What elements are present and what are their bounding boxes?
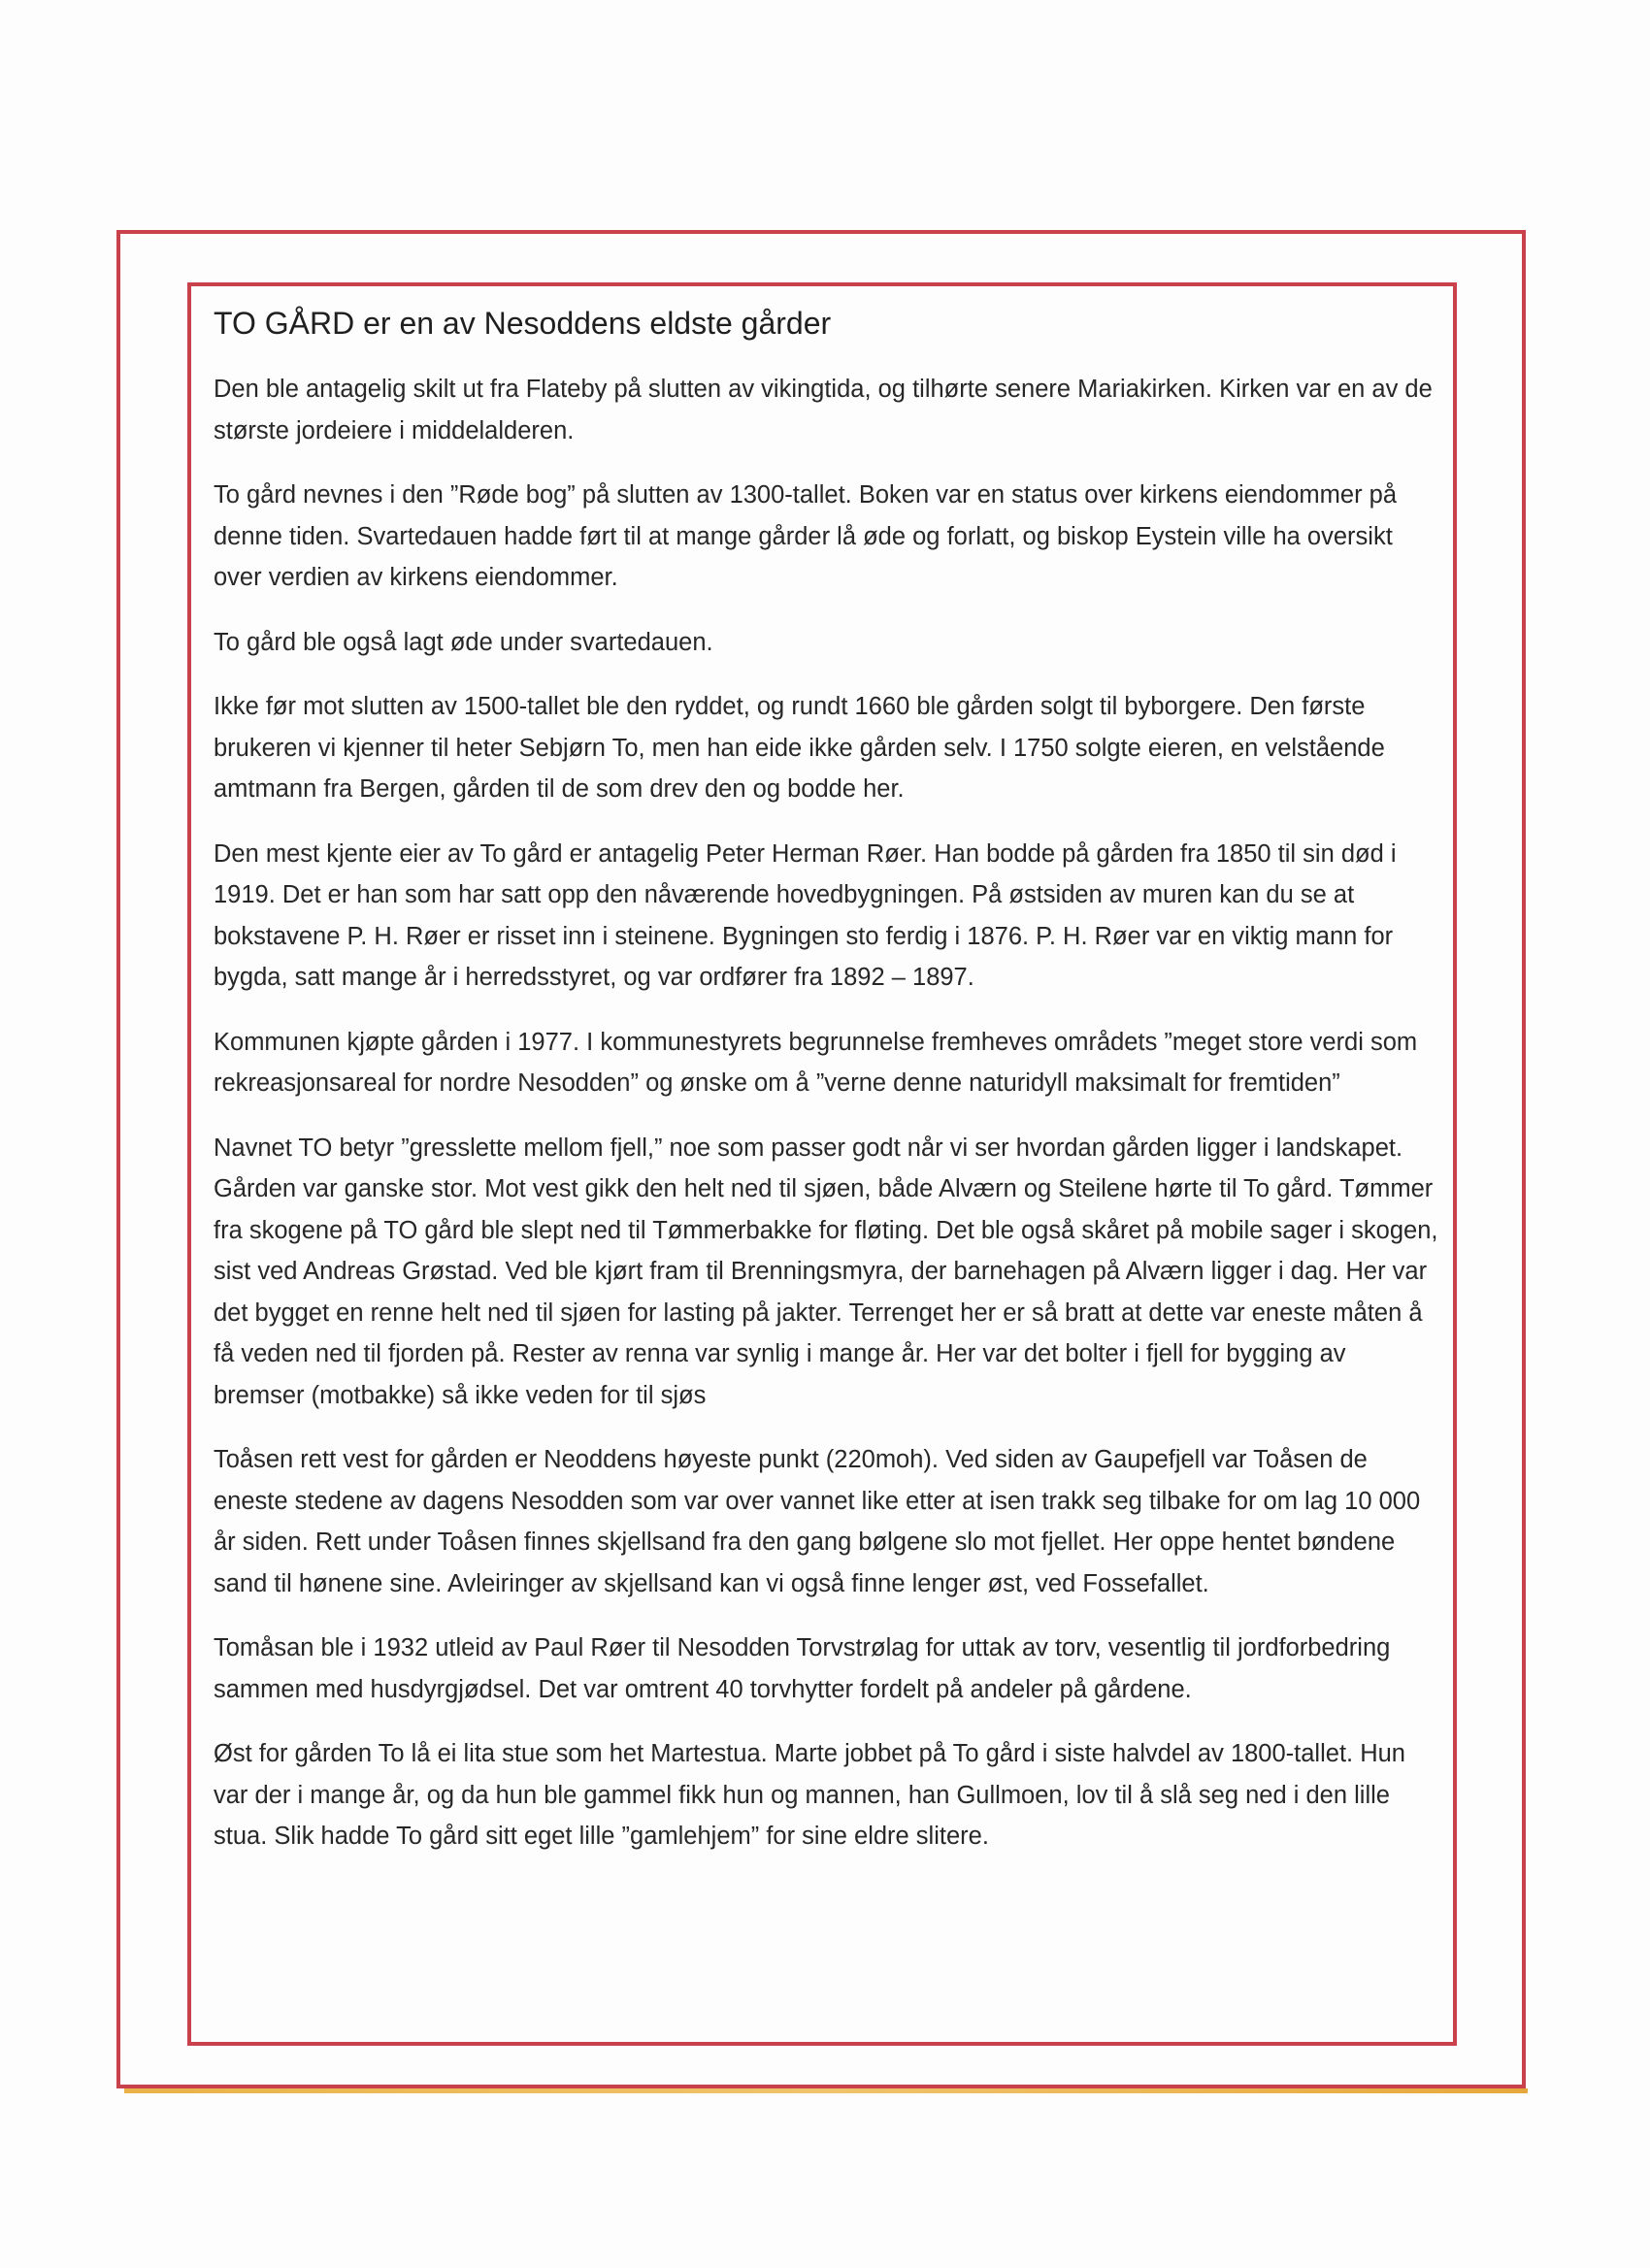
outer-border-bottom-accent xyxy=(124,2088,1528,2093)
paragraph: Navnet TO betyr ”gresslette mellom fjell,” noe som passer godt når vi ser hvordan gården ligger i landskapet. Gården var ganske stor. Mot vest gikk den helt ned til sjøen, både Alværn og Steilene hørte til To gård. Tømmer fra skogene på TO gård ble slept ned til Tømmerbakke for fløting. Det ble også skåret på mobile sager i skogen, sist ved Andreas Grøstad. Ved ble kjørt fram til Brenningsmyra, der barnehagen på Alværn ligger i dag. Her var det bygget en renne helt ned til sjøen for lasting på jakter. Terrenget her er så bratt at dette var eneste måten å få veden ned til fjorden på. Rester av renna var synlig i mange år. Her var det bolter i fjell for bygging av bremser (motbakke) så ikke veden for til sjøs xyxy=(214,1134,1438,1409)
paragraph: Ikke før mot slutten av 1500-tallet ble den ryddet, og rundt 1660 ble gården solgt til byborgere. Den første brukeren vi kjenner til heter Sebjørn To, men han eide ikke gården selv. I 1750 solgte eieren, en velstående amtmann fra Bergen, gården til de som drev den og bodde her. xyxy=(214,693,1385,803)
paragraph: Den ble antagelig skilt ut fra Flateby på slutten av vikingtida, og tilhørte senere Mariakirken. Kirken var en av de største jordeiere i middelalderen. xyxy=(214,376,1433,444)
paragraph: Øst for gården To lå ei lita stue som het Martestua. Marte jobbet på To gård i siste halvdel av 1800-tallet. Hun var der i mange år, og da hun ble gammel fikk hun og mannen, han Gullmoen, lov til å slå seg ned i den lille stua. Slik hadde To gård sitt eget lille ”gamlehjem” for sine eldre slitere. xyxy=(214,1740,1405,1850)
paragraph: Kommunen kjøpte gården i 1977. I kommunestyrets begrunnelse fremheves områdets ”meget store verdi som rekreasjonsareal for nordre Nesodden” og ønske om å ”verne denne naturidyll maksimalt for fremtiden” xyxy=(214,1028,1418,1097)
paragraph: To gård nevnes i den ”Røde bog” på slutten av 1300-tallet. Boken var en status over kirkens eiendommer på denne tiden. Svartedauen hadde ført til at mange gårder lå øde og forlatt, og biskop Eystein ville ha oversikt over verdien av kirkens eiendommer. xyxy=(214,481,1398,591)
document-title: TO GÅRD er en av Nesoddens eldste gårder xyxy=(214,306,832,341)
paragraph: Tomåsan ble i 1932 utleid av Paul Røer til Nesodden Torvstrølag for uttak av torv, vesentlig til jordforbedring sammen med husdyrgjødsel. Det var omtrent 40 torvhytter fordelt på andeler på gårdene. xyxy=(214,1634,1391,1703)
paragraph: Toåsen rett vest for gården er Neoddens høyeste punkt (220moh). Ved siden av Gaupefjell var Toåsen de eneste stedene av dagens Nesodden som var over vannet like etter at isen trakk seg tilbake for om lag 10 000 år siden. Rett under Toåsen finnes skjellsand fra den gang bølgene slo mot fjellet. Her oppe hentet bøndene sand til hønene sine. Avleiringer av skjellsand kan vi også finne lenger øst, ved Fossefallet. xyxy=(214,1446,1421,1597)
document-content xyxy=(214,303,1441,1881)
paragraph: To gård ble også lagt øde under svartedauen. xyxy=(214,628,713,656)
paragraph: Den mest kjente eier av To gård er antagelig Peter Herman Røer. Han bodde på gården fra 1850 til sin død i 1919. Det er han som har satt opp den nåværende hovedbygningen. På østsiden av muren kan du se at bokstavene P. H. Røer er risset inn i steinene. Bygningen sto ferdig i 1876. P. H. Røer var en viktig mann for bygda, satt mange år i herredsstyret, og var ordfører fra 1892 – 1897. xyxy=(214,839,1397,991)
